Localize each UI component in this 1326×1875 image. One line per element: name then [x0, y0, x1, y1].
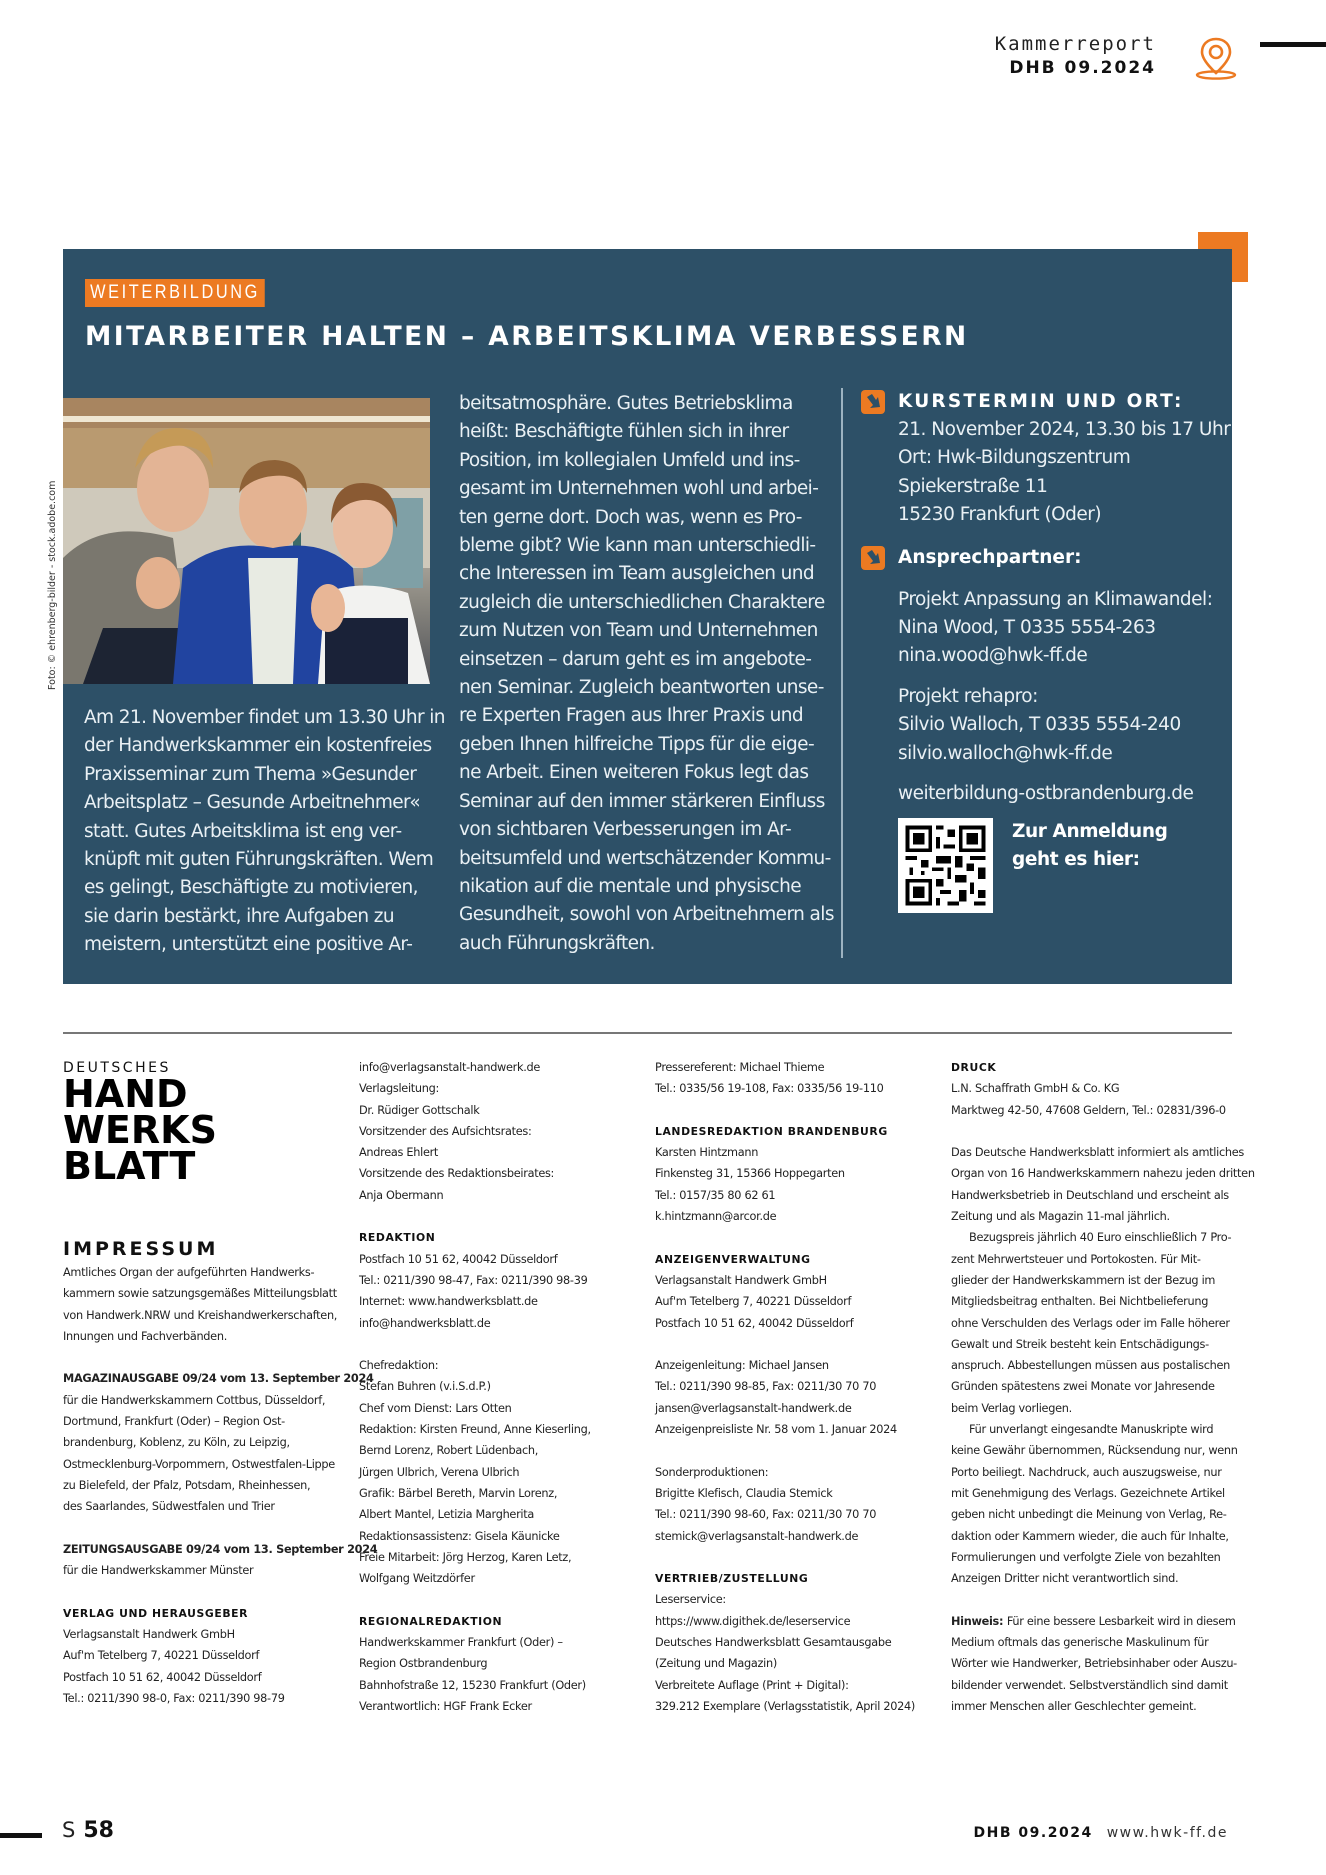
text-line: beitsumfeld und wertschätzender Kommu-	[459, 847, 831, 869]
impressum-line: Karsten Hintzmann	[655, 1146, 759, 1160]
impressum-line: Sonderproduktionen:	[655, 1465, 769, 1479]
impressum-line: https://www.digithek.de/leserservice	[655, 1614, 851, 1628]
impressum-line: Verlagsanstalt Handwerk GmbH	[655, 1273, 827, 1287]
impressum-line: Andreas Ehlert	[359, 1146, 439, 1160]
impressum-heading: VERLAG UND HERAUSGEBER	[63, 1606, 249, 1620]
text-line: bleme gibt? Wie kann man unterschiedli-	[459, 535, 816, 557]
website-link[interactable]: weiterbildung-ostbrandenburg.de	[898, 783, 1194, 805]
section-rule	[63, 1032, 1232, 1034]
impressum-line: Tel.: 0157/35 80 62 61	[655, 1188, 776, 1202]
text-line: Arbeitsplatz – Gesunde Arbeitnehmer«	[84, 792, 421, 814]
info-sidebar	[861, 388, 1231, 914]
text-line: es gelingt, Beschäftigte zu motivieren,	[84, 877, 418, 899]
impressum-line: Vorsitzender des Aufsichtsrates:	[359, 1124, 532, 1138]
location-pin-icon	[1193, 36, 1239, 80]
impressum-line: Mitgliedsbeitrag enthalten. Bei Nichtbelieferung	[951, 1295, 1209, 1309]
impressum-heading: DRUCK	[951, 1061, 997, 1074]
impressum-line: Ostmecklenburg-Vorpommern, Ostwestfalen-Lippe	[63, 1457, 335, 1471]
impressum-line: Region Ostbrandenburg	[359, 1657, 488, 1671]
text-line: heißt: Beschäftigte fühlen sich in ihrer	[459, 421, 789, 443]
article-title: MITARBEITER HALTEN – ARBEITSKLIMA VERBESSERN	[85, 321, 969, 352]
text-line: statt. Gutes Arbeitsklima ist eng ver-	[84, 820, 402, 842]
impressum-line: info@verlagsanstalt-handwerk.de	[359, 1061, 541, 1074]
text-line: meistern, unterstützt eine positive Ar-	[84, 934, 413, 956]
section-label: Kammerreport	[994, 33, 1156, 55]
impressum-line: Für unverlangt eingesandte Manuskripte wird	[969, 1423, 1214, 1437]
page-number-value: 58	[83, 1818, 114, 1843]
impressum-line: geben nicht unbedingt die Meinung von Verlag, Re-	[951, 1508, 1227, 1522]
impressum-line: Medium oftmals das generische Maskulinum für	[951, 1636, 1209, 1650]
contact2-email-link[interactable]: silvio.walloch@hwk-ff.de	[898, 742, 1113, 764]
text-line: re Experten Fragen aus Ihrer Praxis und	[459, 705, 804, 727]
spacer	[359, 1589, 591, 1610]
text-line: nen Seminar. Zugleich beantworten unse-	[459, 677, 824, 699]
impressum-line: ZEITUNGSAUSGABE 09/24 vom 13. September 2024	[63, 1542, 378, 1556]
impressum-line: Anja Obermann	[359, 1188, 444, 1202]
text-line: zum Nutzen von Team und Unternehmen	[459, 620, 818, 642]
text-line: geben Ihnen hilfreiche Tipps für die eige-	[459, 733, 815, 755]
text-line: Praxisseminar zum Thema »Gesunder	[84, 763, 417, 785]
impressum-line: Handwerkskammer Frankfurt (Oder) –	[359, 1636, 563, 1650]
impressum-line: glieder der Handwerkskammern ist der Bezug im	[951, 1273, 1216, 1287]
impressum-line: mit Genehmigung des Verlags. Gezeichnete Artikel	[951, 1486, 1225, 1500]
contact-heading: Ansprechpartner:	[898, 546, 1082, 568]
impressum-line: Bezugspreis jährlich 40 Euro einschließlich 7 Pro-	[969, 1231, 1232, 1245]
text-line: ten gerne dort. Doch was, wenn es Pro-	[459, 506, 802, 528]
impressum-line: Auf'm Tetelberg 7, 40221 Düsseldorf	[655, 1295, 852, 1309]
impressum-line: Verantwortlich: HGF Frank Ecker	[359, 1699, 532, 1713]
contact2-project: Projekt rehapro:	[898, 685, 1038, 707]
impressum-line: Anzeigenleitung: Michael Jansen	[655, 1359, 829, 1373]
spacer	[951, 1589, 1255, 1610]
impressum-line: Postfach 10 51 62, 40042 Düsseldorf	[63, 1670, 262, 1684]
impressum-line: Deutsches Handwerksblatt Gesamtausgabe	[655, 1636, 892, 1650]
impressum-line: jansen@verlagsanstalt-handwerk.de	[655, 1401, 852, 1415]
impressum-line: MAGAZINAUSGABE 09/24 vom 13. September 2024	[63, 1372, 374, 1386]
impressum-line: Organ von 16 Handwerkskammern nahezu jeden dritten	[951, 1167, 1255, 1181]
note-text: Für eine bessere Lesbarkeit wird in diesem	[1006, 1614, 1236, 1628]
logo-line: BLATT	[63, 1144, 196, 1188]
arrow-down-right-icon	[861, 546, 885, 570]
issue-label: DHB 09.2024	[1009, 58, 1156, 78]
impressum-line: für die Handwerkskammern Cottbus, Düsseldorf,	[63, 1393, 326, 1407]
impressum-line: Anzeigenpreisliste Nr. 58 vom 1. Januar 2024	[655, 1423, 897, 1437]
header-rule	[1260, 42, 1326, 47]
text-line: Gesundheit, sowohl von Arbeitnehmern als	[459, 904, 834, 926]
spacer	[951, 1121, 1255, 1142]
spacer	[359, 1334, 591, 1355]
impressum-line: Gewalt und Streik besteht kein Entschädigungs-	[951, 1337, 1209, 1351]
logo-kicker: DEUTSCHES	[63, 1060, 171, 1076]
course-street: Spiekerstraße 11	[898, 475, 1048, 497]
impressum-line: Postfach 10 51 62, 40042 Düsseldorf	[655, 1316, 854, 1330]
impressum-line: immer Menschen aller Geschlechter gemeint.	[951, 1699, 1197, 1713]
impressum-line: zu Bielefeld, der Pfalz, Potsdam, Rheinhessen,	[63, 1478, 311, 1492]
impressum-line: Leserservice:	[655, 1593, 726, 1607]
impressum-line: Verbreitete Auflage (Print + Digital):	[655, 1678, 849, 1692]
note-label: Hinweis:	[951, 1614, 1007, 1628]
impressum-line: bildender verwendet. Selbstverständlich sind damit	[951, 1678, 1228, 1692]
impressum-line: Bahnhofstraße 12, 15230 Frankfurt (Oder)	[359, 1678, 586, 1692]
footer-url-link[interactable]: www.hwk-ff.de	[1106, 1825, 1228, 1841]
impressum-line: Dortmund, Frankfurt (Oder) – Region Ost-	[63, 1415, 285, 1429]
impressum-line: Formulierungen und verfolgte Ziele von bezahlten	[951, 1550, 1221, 1564]
text-line: der Handwerkskammer ein kostenfreies	[84, 735, 432, 757]
spacer	[655, 1100, 915, 1121]
impressum-column-2	[359, 1057, 591, 1717]
article-column-2	[459, 390, 834, 958]
impressum-line: Redaktion: Kirsten Freund, Anne Kieserling,	[359, 1423, 591, 1437]
impressum-line: Auf'm Tetelberg 7, 40221 Düsseldorf	[63, 1649, 260, 1663]
spacer	[655, 1547, 915, 1568]
impressum-heading: ANZEIGENVERWALTUNG	[655, 1252, 811, 1266]
impressum-column-4	[951, 1057, 1255, 1717]
contact-info	[861, 544, 1221, 809]
page-header	[995, 32, 1156, 80]
impressum-line: Tel.: 0211/390 98-0, Fax: 0211/390 98-79	[63, 1691, 285, 1705]
contact2-name: Silvio Walloch, T 0335 5554-240	[898, 714, 1181, 736]
text-line: Position, im kollegialen Umfeld und ins-	[459, 449, 800, 471]
arrow-down-right-icon	[861, 390, 885, 414]
impressum-line: Anzeigen Dritter nicht verantwortlich sind.	[951, 1572, 1179, 1586]
course-place: Ort: Hwk-Bildungszentrum	[898, 447, 1131, 469]
article-column-1	[84, 704, 445, 960]
impressum-line: Porto beiliegt. Nachdruck, auch auszugsweise, nur	[951, 1465, 1222, 1479]
impressum-heading: LANDESREDAKTION BRANDENBURG	[655, 1124, 888, 1138]
impressum-heading: REGIONALREDAKTION	[359, 1614, 503, 1628]
impressum-line: Tel.: 0211/390 98-85, Fax: 0211/30 70 70	[655, 1380, 877, 1394]
spacer	[359, 1206, 591, 1227]
impressum-heading: VERTRIEB/ZUSTELLUNG	[655, 1572, 809, 1586]
logo-line: WERKS	[63, 1108, 217, 1152]
text-line: gesamt im Unternehmen wohl und arbei-	[459, 478, 819, 500]
course-city: 15230 Frankfurt (Oder)	[898, 504, 1102, 526]
column-divider	[841, 388, 843, 958]
impressum-line: Tel.: 0335/56 19-108, Fax: 0335/56 19-110	[655, 1082, 884, 1096]
impressum-line: Gründen spätestens zwei Monate vor Jahresende	[951, 1380, 1215, 1394]
impressum-line: Innungen und Fachverbänden.	[63, 1329, 227, 1343]
photo-credit: Foto: © ehrenberg-bilder - stock.adobe.com	[47, 480, 58, 690]
text-line: beitsatmosphäre. Gutes Betriebsklima	[459, 393, 793, 414]
impressum-line: Albert Mantel, Letizia Margherita	[359, 1508, 535, 1522]
impressum-line: beim Verlag vorliegen.	[951, 1401, 1072, 1415]
impressum-line: Marktweg 42-50, 47608 Geldern, Tel.: 02831/396-0	[951, 1103, 1226, 1117]
impressum-line: Chef vom Dienst: Lars Otten	[359, 1401, 512, 1415]
article-box	[63, 249, 1232, 984]
impressum-line: Tel.: 0211/390 98-47, Fax: 0211/390 98-39	[359, 1273, 588, 1287]
contact1-project: Projekt Anpassung an Klimawandel:	[898, 588, 1213, 610]
impressum-line: Brigitte Klefisch, Claudia Stemick	[655, 1486, 833, 1500]
category-tag: WEITERBILDUNG	[85, 279, 265, 307]
impressum-line: Freie Mitarbeit: Jörg Herzog, Karen Letz,	[359, 1550, 572, 1564]
qr-cta	[1012, 818, 1167, 874]
impressum-line: Amtliches Organ der aufgeführten Handwerks-	[63, 1266, 315, 1279]
footer-info	[974, 1825, 1228, 1841]
logo-line: HAND	[63, 1072, 188, 1116]
spacer	[63, 1581, 377, 1602]
contact1-name: Nina Wood, T 0335 5554-263	[898, 617, 1156, 639]
text-line: knüpft mit guten Führungskräften. Wem	[84, 849, 434, 871]
impressum-line: Handwerksbetrieb in Deutschland und erscheint als	[951, 1188, 1229, 1202]
impressum-line: (Zeitung und Magazin)	[655, 1657, 777, 1671]
footer-rule	[0, 1833, 42, 1838]
spacer	[655, 1334, 915, 1355]
page-number	[62, 1818, 114, 1843]
impressum-line: Verlagsleitung:	[359, 1082, 440, 1096]
impressum-line: von Handwerk.NRW und Kreishandwerkerschaften,	[63, 1308, 338, 1322]
footer-issue: DHB 09.2024	[973, 1825, 1093, 1841]
qr-cta-line: geht es hier:	[1012, 849, 1140, 871]
impressum-line: daktion oder Kammern wieder, die auch für Inhalte,	[951, 1529, 1229, 1543]
impressum-line	[951, 1611, 1255, 1632]
impressum-line: des Saarlandes, Südwestfalen und Trier	[63, 1500, 275, 1514]
text-line: einsetzen – darum geht es im angebote-	[459, 648, 812, 670]
impressum-column-3	[655, 1057, 915, 1717]
impressum-line: Wörter wie Handwerker, Betriebsinhaber oder Auszu-	[951, 1657, 1237, 1671]
impressum-column-1	[63, 1262, 377, 1709]
qr-cta-line: Zur Anmeldung	[1012, 821, 1168, 843]
text-line: che Interessen im Team ausgleichen und	[459, 563, 815, 585]
publication-logo	[63, 1060, 217, 1188]
impressum-line: Chefredaktion:	[359, 1359, 439, 1373]
impressum-line: Redaktionsassistenz: Gisela Käunicke	[359, 1529, 560, 1543]
text-line: auch Führungskräften.	[459, 932, 655, 954]
impressum-line: Stefan Buhren (v.i.S.d.P.)	[359, 1380, 491, 1394]
course-info	[861, 388, 1231, 530]
text-line: zugleich die unterschiedlichen Charaktere	[459, 591, 825, 613]
impressum-line: k.hintzmann@arcor.de	[655, 1210, 777, 1224]
spacer	[655, 1440, 915, 1461]
spacer	[655, 1227, 915, 1248]
impressum-heading: REDAKTION	[359, 1231, 436, 1245]
impressum-line: brandenburg, Koblenz, zu Köln, zu Leipzig,	[63, 1436, 290, 1450]
impressum-line: Zeitung und als Magazin 11-mal jährlich.	[951, 1210, 1170, 1224]
spacer	[63, 1518, 377, 1539]
impressum-line: Das Deutsche Handwerksblatt informiert als amtliches	[951, 1146, 1244, 1160]
impressum-line: Finkensteg 31, 15366 Hoppegarten	[655, 1167, 845, 1181]
impressum-line: für die Handwerkskammer Münster	[63, 1564, 254, 1578]
text-line: von sichtbaren Verbesserungen im Ar-	[459, 819, 792, 841]
page-prefix: S	[62, 1818, 76, 1842]
text-line: ne Arbeit. Einen weiteren Fokus legt das	[459, 762, 809, 784]
impressum-line: Bernd Lorenz, Robert Lüdenbach,	[359, 1444, 539, 1458]
text-line: nikation auf die mentale und physische	[459, 875, 802, 897]
registration-qr	[898, 818, 1221, 914]
impressum-line: Grafik: Bärbel Bereth, Marvin Lorenz,	[359, 1486, 558, 1500]
course-heading: KURSTERMIN UND ORT:	[898, 391, 1184, 412]
impressum-line: Vorsitzende des Redaktionsbeirates:	[359, 1167, 555, 1181]
text-line: Am 21. November findet um 13.30 Uhr in	[84, 707, 445, 728]
impressum-line: Dr. Rüdiger Gottschalk	[359, 1103, 480, 1117]
impressum-line: anspruch. Abbestellungen müssen aus postalischen	[951, 1359, 1231, 1373]
impressum-line: kammern sowie satzungsgemäßes Mitteilungsblatt	[63, 1287, 337, 1301]
impressum-line: 329.212 Exemplare (Verlagsstatistik, April 2024)	[655, 1699, 916, 1713]
impressum-line: info@handwerksblatt.de	[359, 1316, 491, 1330]
impressum-line: Verlagsanstalt Handwerk GmbH	[63, 1628, 235, 1642]
impressum-line: Internet: www.handwerksblatt.de	[359, 1295, 538, 1309]
impressum-line: Wolfgang Weitzdörfer	[359, 1572, 475, 1586]
impressum-line: stemick@verlagsanstalt-handwerk.de	[655, 1529, 859, 1543]
course-date: 21. November 2024, 13.30 bis 17 Uhr	[898, 419, 1231, 440]
impressum-line: keine Gewähr übernommen, Rücksendung nur, wenn	[951, 1444, 1238, 1458]
impressum-line: L.N. Schaffrath GmbH & Co. KG	[951, 1082, 1120, 1096]
impressum-line: Tel.: 0211/390 98-60, Fax: 0211/30 70 70	[655, 1508, 877, 1522]
text-line: Seminar auf den immer stärkeren Einfluss	[459, 790, 825, 812]
impressum-line: Jürgen Ulbrich, Verena Ulbrich	[359, 1465, 520, 1479]
impressum-line: zent Mehrwertsteuer und Portokosten. Für Mit-	[951, 1252, 1201, 1266]
text-line: sie darin bestärkt, ihre Aufgaben zu	[84, 905, 395, 927]
impressum-title: IMPRESSUM	[63, 1238, 219, 1260]
contact1-email-link[interactable]: nina.wood@hwk-ff.de	[898, 645, 1088, 667]
article-photo	[63, 398, 430, 684]
impressum-line: Pressereferent: Michael Thieme	[655, 1061, 825, 1074]
impressum-line: Postfach 10 51 62, 40042 Düsseldorf	[359, 1252, 558, 1266]
impressum-line: ohne Verschulden des Verlags oder im Falle höherer	[951, 1316, 1230, 1330]
qr-code[interactable]	[898, 818, 993, 913]
spacer	[63, 1347, 377, 1368]
